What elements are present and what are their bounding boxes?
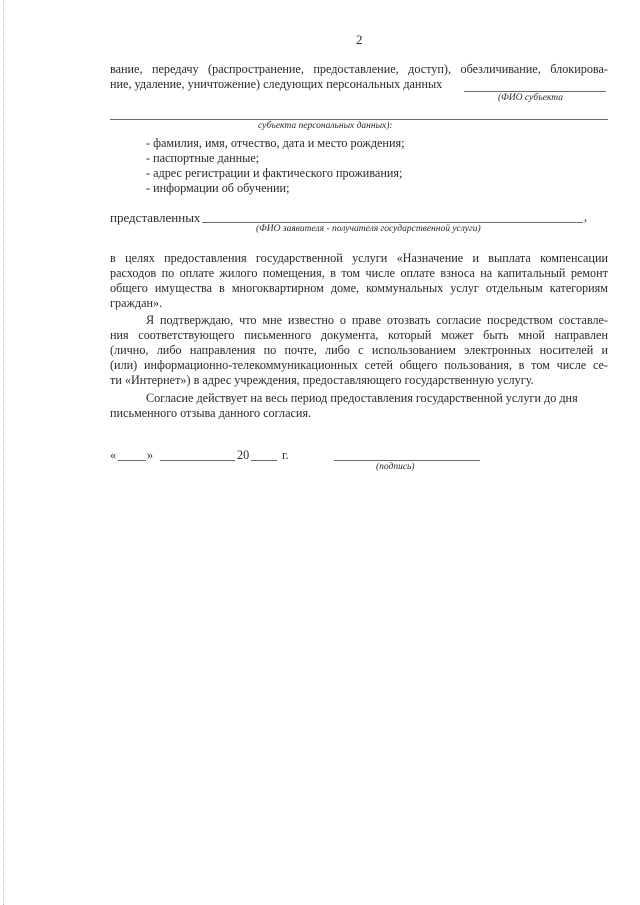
- signature-caption: (подпись): [376, 462, 415, 472]
- revocation-line: (или) информационно-телекоммуникационных сетей общего пользования, в том числе се-: [110, 358, 608, 372]
- subject-data-caption: субъекта персональных данных):: [258, 121, 393, 131]
- purpose-line: в целях предоставления государственной услуги «Назначение и выплата компенсации: [110, 251, 608, 265]
- revocation-line: Я подтверждаю, что мне известно о праве отозвать согласие посредством составле-: [146, 313, 608, 327]
- intro-line-1: вание, передачу (распространение, предоставление, доступ), обезличивание, блокирова-: [110, 62, 608, 76]
- year-field-line[interactable]: [251, 460, 277, 461]
- date-open-quote: «: [110, 448, 117, 462]
- fio-subject-caption: (ФИО субъекта: [498, 93, 564, 103]
- purpose-line: общего имущества в многоквартирном доме, коммунальных услуг отдельным категориям: [110, 281, 608, 295]
- fio-subject-field-line-2[interactable]: [110, 119, 608, 120]
- validity-line-1: Согласие действует на весь период предоставления государственной услуги до дня: [146, 391, 578, 405]
- revocation-line: (лично, либо направления по почте, либо с использованием электронных носителей и: [110, 343, 608, 357]
- page-number: 2: [356, 32, 363, 47]
- intro-line-2: ние, удаление, уничтожение) следующих персональных данных: [110, 77, 443, 91]
- month-field-line[interactable]: [160, 460, 235, 461]
- signature-field-line[interactable]: [334, 460, 480, 461]
- applicant-fio-field-line[interactable]: [202, 222, 583, 223]
- validity-line-2: письменного отзыва данного согласия.: [110, 406, 312, 420]
- revocation-last-line: ти «Интернет») в адрес учреждения, предоставляющего государственную услугу.: [110, 373, 534, 387]
- applicant-fio-caption: (ФИО заявителя - получателя государственной услуги): [256, 224, 481, 234]
- page-edge-marks: [3, 0, 4, 905]
- date-close-quote: »: [147, 448, 154, 462]
- day-field-line[interactable]: [118, 460, 146, 461]
- represented-end-mark: ,: [584, 210, 588, 224]
- represented-label: представленных: [110, 210, 201, 225]
- revocation-line: ния соответствующего письменного документа, который может быть мной направлен: [110, 328, 608, 342]
- list-item: - информации об обучении;: [146, 181, 290, 195]
- year-suffix: г.: [282, 448, 289, 462]
- purpose-line: расходов по оплате жилого помещения, в том числе оплате взноса на капитальный ремонт: [110, 266, 608, 280]
- fio-subject-field-line[interactable]: [464, 91, 606, 92]
- purpose-last-line: граждан».: [110, 296, 163, 310]
- year-prefix: 20: [237, 448, 250, 462]
- list-item: - паспортные данные;: [146, 151, 260, 165]
- list-item: - адрес регистрации и фактического проживания;: [146, 166, 403, 180]
- list-item: - фамилия, имя, отчество, дата и место рождения;: [146, 136, 405, 150]
